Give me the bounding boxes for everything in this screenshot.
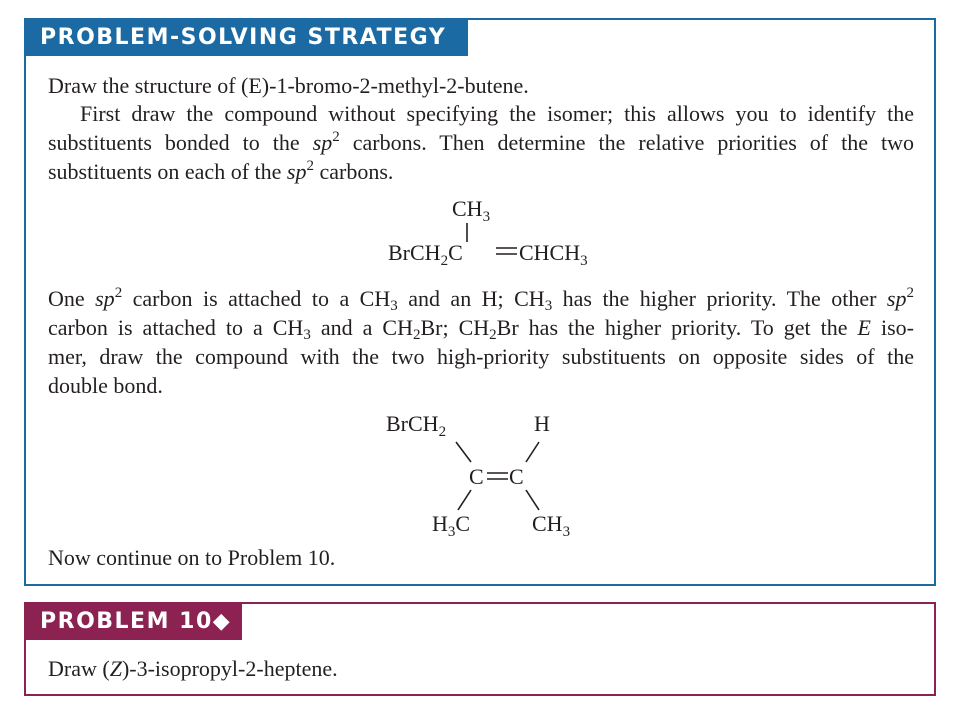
- strategy-para1-line2: substituents bonded to the $sp^2$ carbons. Then determine the relative priorities of the two: [48, 129, 914, 155]
- methyl-right-label: $CH_3$: [532, 511, 571, 540]
- condensed-structure: [366, 190, 606, 290]
- problem-text: Draw (Z)-3-isopropyl-2-heptene.: [48, 656, 338, 681]
- strategy-para1-line1: First draw the compound without specifying the isomer; this allows you to identify the: [80, 101, 914, 126]
- bromomethyl-carbon-label: BrCH$_2$C: [388, 240, 463, 269]
- bond-lower-left: [458, 490, 471, 510]
- problem-header: PROBLEM 10◆: [26, 604, 242, 640]
- strategy-header: PROBLEM-SOLVING STRATEGY: [26, 20, 468, 56]
- strategy-box: [24, 18, 936, 586]
- strategy-para2-line2: carbon is attached to a $CH_3$ and a $CH_2Br$; $CH_2Br$ has the higher priority. To get the E iso-: [48, 315, 914, 343]
- methyl-left-label: $H_3C$: [432, 511, 471, 540]
- problem-box: [24, 602, 936, 696]
- bond-lower-right: [526, 490, 539, 510]
- left-alkene-carbon: C: [469, 464, 484, 489]
- right-alkene-carbon: C: [509, 464, 524, 489]
- strategy-para2-line3: mer, draw the compound with the two high-priority substituents on opposite sides of the: [48, 344, 914, 369]
- bond-upper-left: [456, 442, 471, 462]
- e-isomer-structure: [376, 406, 606, 540]
- strategy-closing: Now continue on to Problem 10.: [48, 545, 336, 570]
- strategy-para2-line4: double bond.: [48, 373, 163, 398]
- ethylidene-label: $CHCH_3$: [519, 240, 588, 269]
- bromomethyl-substituent-label: BrCH$_2$: [386, 411, 447, 440]
- methyl-branch-label: $CH_3$: [452, 196, 491, 225]
- bond-upper-right: [526, 442, 539, 462]
- hydrogen-substituent-label: H: [534, 411, 550, 436]
- strategy-task: Draw the structure of (E)-1-bromo-2-methyl-2-butene.: [48, 73, 529, 98]
- strategy-para2-line1: One $sp^2$ carbon is attached to a $CH_3$ and an H; $CH_3$ has the higher priority. The other $sp^2$: [48, 285, 914, 314]
- strategy-para1-line3: substituents on each of the $sp^2$ carbons.: [48, 158, 394, 184]
